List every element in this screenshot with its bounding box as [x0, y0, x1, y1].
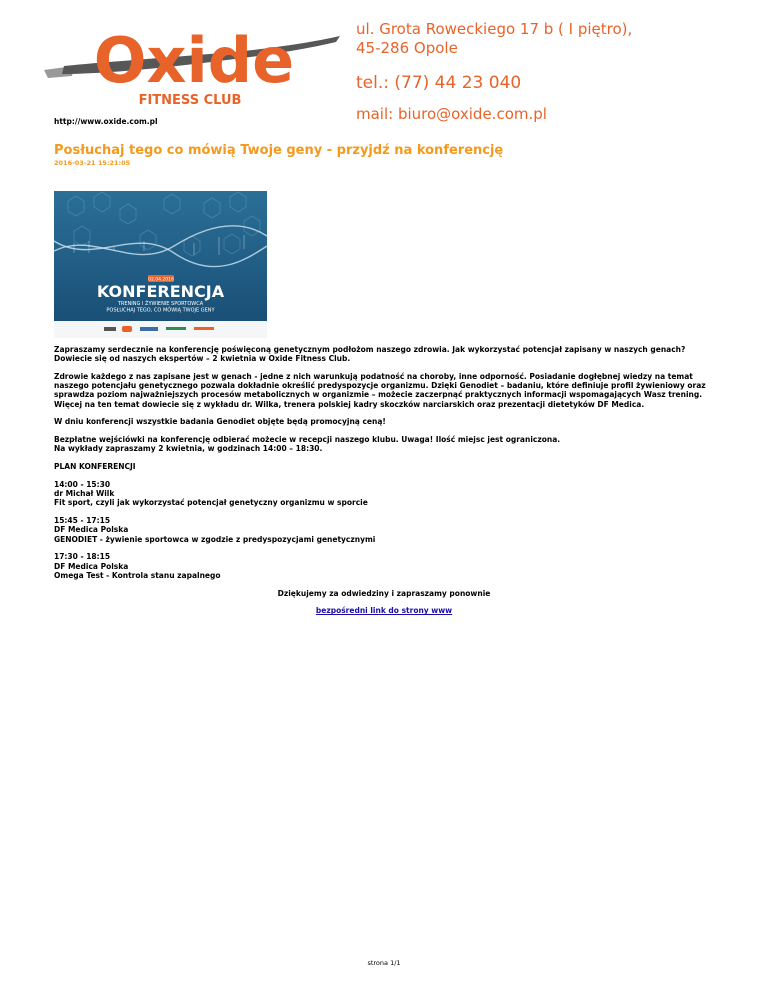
oxide-logo	[44, 18, 344, 110]
address-line-2: 45-286 Opole	[356, 39, 458, 57]
plan-item-3: 17:30 - 18:15 DF Medica Polska Omega Test - Kontrola stanu zapalnego	[54, 552, 221, 580]
direct-link[interactable]: bezpośredni link do strony www	[315, 606, 453, 616]
paragraph-tickets: Bezpłatne wejściówki na konferencję odbierać możecie w recepcji naszego klubu. Uwaga! Ilość miejsc jest ograniczona. Na wykłady zapraszamy 2 kwietnia, w godzinach 14:00 – 18:30.	[54, 435, 561, 454]
conference-poster	[54, 191, 267, 338]
article-date: 2016-03-21 15:21:05	[54, 159, 131, 167]
plan-item-2: 15:45 - 17:15 DF Medica Polska GENODIET - żywienie sportowca w zgodzie z predyspozycjami genetycznymi	[54, 516, 376, 544]
paragraph-promo: W dniu konferencji wszystkie badania Genodiet objęte będą promocyjną ceną!	[54, 417, 386, 427]
svg-text:02.04.2016: 02.04.2016	[148, 277, 174, 283]
article-body	[54, 345, 714, 624]
site-url: http://www.oxide.com.pl	[54, 117, 158, 126]
plan-heading: PLAN KONFERENCJI	[54, 462, 136, 472]
direct-link-row	[54, 606, 714, 615]
plan-item-1: 14:00 - 15:30 dr Michał Wilk Fit sport, czyli jak wykorzystać potencjał genetyczny organizmu w sporcie	[54, 480, 368, 508]
svg-text:Oxide: Oxide	[93, 24, 295, 97]
contact-info	[356, 20, 632, 124]
svg-text:FITNESS CLUB: FITNESS CLUB	[138, 93, 242, 108]
article-title: Posłuchaj tego co mówią Twoje geny - przyjdź na konferencję	[54, 143, 504, 158]
thanks-text: Dziękujemy za odwiedziny i zapraszamy ponownie	[277, 588, 491, 598]
svg-text:TRENING I ŻYWIENIE SPORTOWCA: TRENING I ŻYWIENIE SPORTOWCA	[117, 301, 204, 307]
svg-text:KONFERENCJA: KONFERENCJA	[96, 282, 225, 301]
address-line-1: ul. Grota Roweckiego 17 b ( I piętro),	[356, 20, 633, 38]
svg-text:POSŁUCHAJ TEGO, CO MÓWIĄ TWOJE: POSŁUCHAJ TEGO, CO MÓWIĄ TWOJE GENY	[106, 307, 215, 314]
paragraph-genes: Zdrowie każdego z nas zapisane jest w genach - jedne z nich warunkują podatność na choroby, inne odporność. Posiadanie dogłębnej wiedzy na temat naszego potencjału genetycznego pozwala dokładnie określić predyspozycje organizmu. Dzięki Genodiet – badaniu, które definiuje profil żywieniowy oraz sprawdza poziom najważniejszych procesów metabolicznych w organizmie – możecie zaczerpnąć praktycznych informacji wspomagających Wasz trening. Więcej na ten temat dowiecie się z wykładu dr. Wilka, trenera polskiej kadry skoczków narciarskich oraz prezentacji dietetyków DF Medica.	[54, 372, 706, 409]
email-address: mail: biuro@oxide.com.pl	[356, 105, 547, 123]
paragraph-intro: Zapraszamy serdecznie na konferencję poświęconą genetycznym podłożom naszego zdrowia. Jak wykorzystać potencjał zapisany w naszych genach? Dowiecie się od naszych ekspertów – 2 kwietnia w Oxide Fitness Club.	[54, 345, 686, 364]
page-number: strona 1/1	[367, 959, 401, 967]
phone-number: tel.: (77) 44 23 040	[356, 73, 522, 93]
